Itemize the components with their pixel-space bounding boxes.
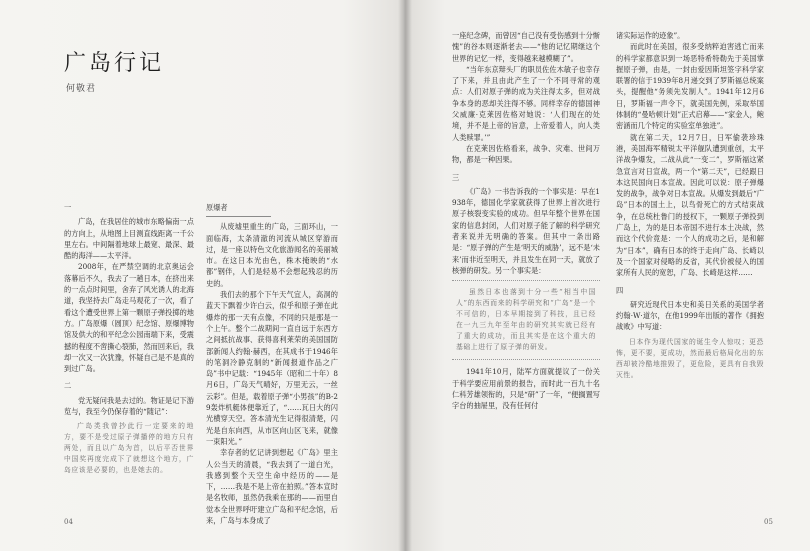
section-rule-label: 原爆者 (206, 203, 228, 212)
right-column-2 (616, 30, 764, 510)
divider (206, 216, 271, 217)
paragraph: 从废墟里重生的广岛，三面环山，一面临海，太条清澈的河流从城区穿游而过，是一座以特色文化旅游闻名的美丽城市。在这日本光由色，株木掩映的“水都”钢伴，人们是轻易不会想起残忍的历史的。 (206, 222, 338, 288)
section-heading: 二 (64, 381, 72, 391)
paragraph: 而此时在美国，很多受纳粹迫害逃亡而来的科学家都意识到一场恶特希特勒先于美国掌握原子弹，由是，一封由爱因斯坦签字科学家联署的信于1939年8月递交到了罗斯福总统案头，提醒他“务须先发制人”。1941年12月6日，罗斯福一声令下，就美国先例，采取举国体制的“曼哈顿计划”正式启幕——“家金人，鲍密涵而几个特定的实验室单独进”。 (616, 42, 764, 131)
quote-text: 广岛类我曾抄此行一定要来的地方，要不是受过原子弹播停的地方只有两处，而且以广岛为首，以后平否世界中国奖再度完成下了就想这个地方，广岛应该是必要的，也是她去的。 (64, 422, 194, 475)
quote-block (616, 337, 764, 381)
section-heading: 一 (64, 203, 72, 212)
paragraph: 党无疑问我是去过的。物证是记下游览与，我至今仍保存着的“随记”： (64, 395, 194, 417)
quote-block (64, 421, 194, 476)
quote-text: 虽然日本也落到十分一些“相当中国人”的东西而来的科学研究和“广岛”是一个不可信的，日本早期接到了科技，且已经在一九三九年至年由的研究其实就已经有了重大的成功，而且其实是在这个重大的基础上进行了原子弹的研发。 (456, 288, 596, 352)
paragraph: 幸存者的忆记讲到想起《广岛》里主人公当天的清晨，“我去到了一道白光，我感到整个天空生命中经历的——是下，……我是不是上帝在拍照。”答本宣时是名牧师，虽然仍我乘在那的——而里自觉本全世界呼吁建立广岛和平纪念馆，后来，广岛与本身成了 (206, 448, 338, 526)
paragraph: “当年东京辩头厂的职员佐佐木敏子也幸存了下来，并且由此产生了一个不同寻常的观点：人们对原子弹的成为关注得太多，但对战争本身的恶却关注得不够。同样幸存的德国神父威廉·克莱因佐格对她说：‘人们现在的处境，并不是上帝的旨意，上帝爱着人，向人类人类赎罪。’” (452, 64, 600, 142)
paragraph: 广岛，在我居住的城市东略偏南一点的方向上，从地图上目测直线距离一千公里左右。中间隔着地球上最宽、最深、最酷的海洋——太平洋。 (64, 217, 194, 261)
paragraph: 诸实际运作的迹象”。 (616, 31, 685, 40)
book-gutter-shadow (398, 0, 412, 551)
page-number-left: 04 (64, 518, 73, 526)
paragraph: 2008年，在严禁空调的北京奥运会落幕后不久，我去了一趟日本，在挤出来的一点点时间里，舍弃了风光诱人的北海道，我坚持去广岛走马观花了一次，看了看这个遭受世界上第一颗原子弹投掷的地方。广岛原爆（圆顶）纪念馆、原爆博物馆及供大的和平纪念公园南端下来，受震撼的程度不啻撕心裂肺，然而回来后，我却一次又一次犹豫，怀疑自己是不是真的到过广岛。 (64, 262, 194, 374)
quote-block (452, 280, 600, 360)
left-column-2 (206, 200, 338, 526)
section-heading: 三 (452, 172, 460, 182)
author-name: 何敬君 (66, 84, 97, 94)
quote-text: 日本作为现代国家的诞生令人惊叹；更恐怖，更不要，更成功，然而最后格局化出的东西却被冷酷地推毁了，更危险，更具有自我毁灭性。 (616, 337, 764, 379)
paragraph: 研究近现代日本史和美日关系的美国学者约翰·W·道尔，在他1999年出版的著作《拥抱战败》中写道： (616, 299, 764, 332)
left-column-1 (64, 200, 194, 482)
paragraph: 1941年10月，陆军方面就提议了一份关于科学要应用前景的报告，而时此一百九十名仁科芳雄领衔的，只是“研”了一年，“便搁置写字台的抽屉里，没有任何付 (452, 367, 600, 411)
right-column-1 (452, 30, 600, 510)
paragraph: 一座纪念碑，而曾因“自己没有受伤感到十分惭愧”的谷本则逐渐老去——“他的记忆期继这个世界的记忆一样，变得越来越模糊了”。 (452, 31, 600, 63)
left-page (0, 0, 404, 551)
paragraph: 《广岛》一书告诉我的一个事实是：早在1938年，德国化学家就获得了世界上首次进行原子核裂变实验的成功。但早年整个世界在国家的信息封闭，人们对原子能了解的科学研究者来说并无明确的答案。但其中一条出路是：“原子弹的产生是‘明天的威胁’，远不是‘未来’而非近至明天，并且发生在同一天，就放了核弹的研发。另一个事实是： (452, 186, 600, 275)
right-page (404, 0, 810, 551)
paragraph: 在克莱因佐格看来，战争、灾难、世间万物，都是一种因果。 (452, 143, 600, 165)
page-number-right: 05 (764, 518, 773, 526)
section-heading: 四 (616, 285, 624, 295)
paragraph: 就在第二天，12月7日，日军偷袭珍珠港，美国海军精锐太平洋舰队遭到重创，太平洋战争爆发，二战从此“一变二”，罗斯福这紧急宣言对日宣战，两一个“第二天”，已经跟日本这民国向日本宣战。因此可以说：原子弹爆发的战争，战争对日本宣战。从爆发到最后“广岛”日本的国土上，以鸟骨死亡的方式结束战争，在总统杜鲁门的授权下，一颗原子弹投到广岛上，为的是日本帝国不进行本土决战，然而这个代价竟是：一个人的成功之后，是和解为“日本”，确有日本的终于走向广岛、长崎以及一个国家对侵略的反省，其代价被侵入的国家所有人民的宽恕，广岛、长崎是这样…… (616, 132, 764, 278)
article-title: 广岛行记 (64, 51, 165, 76)
paragraph: 我们去的那个下午天气宜人，高洞的蓝天下飘着少许白云，似乎和原子弹在此爆炸的那一天有点像，不同的只是那是一个上午。整个二战期间一直自远于东西方之间抵抗战事、获得喜利莱荣的美国国防部新闻人约翰·赫西，在其成书于1946年的笔洞冷静克制的“新闻报道作品之广岛”书中记载：“1945年（昭和二十年）8月6日，广岛天气晴好，万里无云，一丝云彩”。但是，载着原子弹“小男孩”的B-29轰炸机艇体便靠近了，“……瓦日大的闪光横穿天空。答本清光生记得很清楚，闪光是自东向西，从市区向山区飞来，就像一束阳光。” (206, 290, 338, 446)
